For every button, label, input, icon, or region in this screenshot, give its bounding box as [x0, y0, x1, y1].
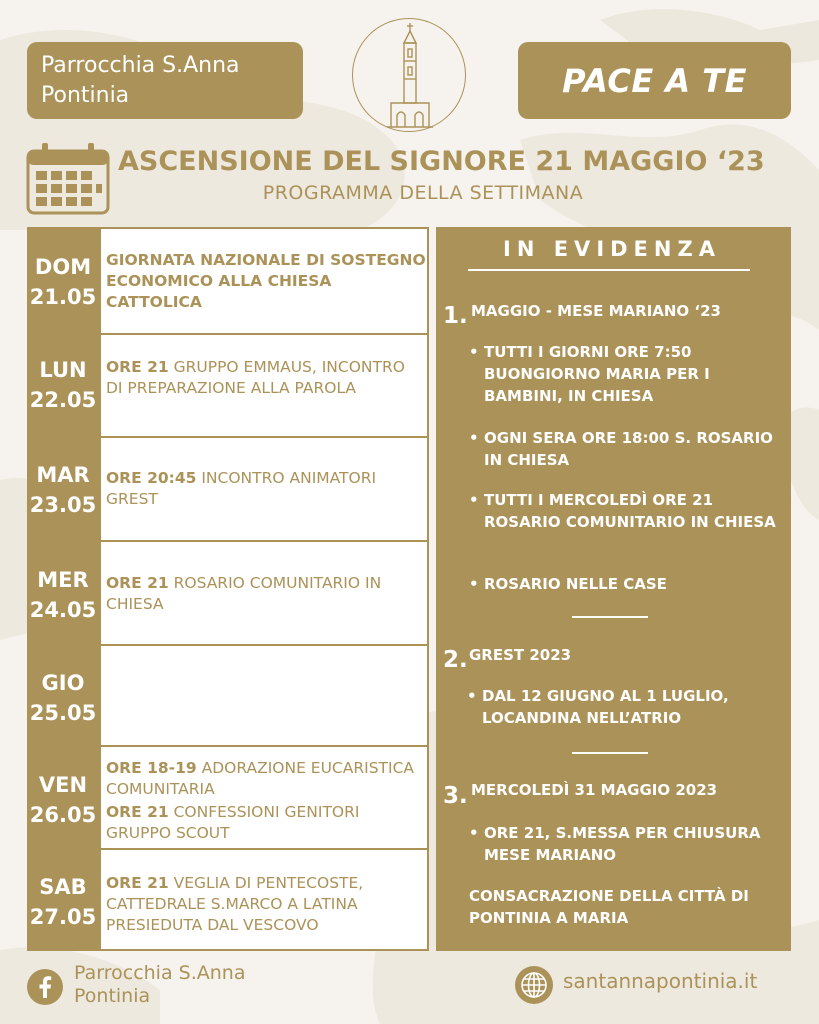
event-text: ADORAZIONE EUCARISTICA COMUNITARIA — [106, 759, 414, 798]
parish-name-line1: Parrocchia S.Anna — [41, 53, 240, 78]
facebook-name-line1: Parrocchia S.Anna — [74, 962, 246, 984]
church-logo-icon — [353, 19, 467, 133]
day-name: GIO — [41, 671, 85, 695]
highlight-bullet — [469, 822, 784, 866]
bullet-text: ROSARIO NELLE CASE — [484, 575, 667, 593]
day-name: MAR — [36, 463, 90, 487]
event-mar-1 — [106, 468, 426, 510]
bullet-text: TUTTI I MERCOLEDÌ ORE 21 ROSARIO COMUNITARIO IN CHIESA — [484, 491, 776, 531]
bullet-dot: • — [469, 575, 479, 593]
event-time: ORE 21 — [106, 358, 169, 376]
bullet-dot: • — [469, 343, 479, 361]
day-date: 27.05 — [29, 905, 97, 929]
day-name: MER — [37, 568, 89, 592]
church-logo — [352, 18, 466, 132]
event-ven-2 — [106, 802, 426, 844]
slogan-text: PACE A TE — [562, 61, 747, 100]
parish-name-line2: Pontinia — [41, 83, 130, 108]
bullet-text: DAL 12 GIUGNO AL 1 LUGLIO, LOCANDINA NELL’ATRIO — [482, 687, 729, 727]
day-name: LUN — [39, 358, 87, 382]
row-divider — [99, 745, 429, 747]
facebook-name-line2: Pontinia — [74, 985, 151, 1007]
row-divider — [99, 436, 429, 438]
event-time: ORE 20:45 — [106, 469, 197, 487]
highlight-bullet — [469, 341, 784, 407]
day-date: 26.05 — [29, 803, 97, 827]
section-heading: MERCOLEDÌ 31 MAGGIO 2023 — [471, 781, 718, 799]
day-label-gio — [27, 668, 99, 728]
event-text: CONFESSIONI GENITORI GRUPPO SCOUT — [106, 803, 360, 842]
event-text: ROSARIO COMUNITARIO IN CHIESA — [106, 574, 382, 613]
event-time: ORE 21 — [106, 874, 169, 892]
globe-icon — [514, 965, 554, 1005]
event-text: VEGLIA DI PENTECOSTE, CATTEDRALE S.MARCO A LATINA PRESIEDUTA DAL VESCOVO — [106, 874, 364, 934]
event-dom-1 — [106, 250, 426, 313]
event-time: ORE 21 — [106, 803, 169, 821]
bullet-text: TUTTI I GIORNI ORE 7:50 BUONGIORNO MARIA PER I BAMBINI, IN CHIESA — [484, 343, 710, 405]
event-mer-1 — [106, 573, 426, 615]
event-text: GRUPPO EMMAUS, INCONTRO DI PREPARAZIONE ALLA PAROLA — [106, 358, 405, 397]
page-title: ASCENSIONE DEL SIGNORE 21 MAGGIO ‘23 — [118, 146, 765, 177]
day-label-lun — [27, 355, 99, 415]
facebook-page-name[interactable] — [74, 962, 245, 1008]
highlight-bullet — [467, 685, 782, 729]
day-date: 23.05 — [29, 493, 97, 517]
event-time: ORE 18-19 — [106, 759, 197, 777]
calendar-icon — [26, 143, 110, 215]
day-name: VEN — [38, 773, 88, 797]
event-text: GIORNATA NAZIONALE DI SOSTEGNO ECONOMICO ALLA CHIESA CATTOLICA — [106, 251, 426, 311]
parish-name-box — [27, 42, 303, 119]
event-lun-1 — [106, 357, 426, 399]
bullet-dot: • — [467, 687, 477, 705]
bullet-dot: • — [469, 491, 479, 509]
highlights-title-underline — [468, 269, 750, 271]
day-label-mar — [27, 460, 99, 520]
day-date: 21.05 — [29, 285, 97, 309]
highlights-title: IN EVIDENZA — [503, 237, 721, 261]
day-label-ven — [27, 770, 99, 830]
row-divider — [99, 333, 429, 335]
website-link[interactable]: santannapontinia.it — [563, 969, 758, 993]
highlight-bullet — [469, 489, 784, 533]
row-divider — [99, 540, 429, 542]
section-heading: MAGGIO - MESE MARIANO ‘23 — [471, 302, 721, 320]
day-label-dom — [27, 252, 99, 312]
page-subtitle: PROGRAMMA DELLA SETTIMANA — [262, 182, 584, 204]
day-date: 22.05 — [29, 388, 97, 412]
section-divider — [572, 752, 648, 754]
day-name: DOM — [34, 255, 92, 279]
bullet-dot: • — [469, 429, 479, 447]
event-ven-1 — [106, 758, 426, 800]
section-heading: GREST 2023 — [469, 646, 572, 664]
bullet-text: ORE 21, S.MESSA PER CHIUSURA MESE MARIANO — [484, 824, 761, 864]
section-divider — [572, 616, 648, 618]
day-label-mer — [27, 565, 99, 625]
bullet-text: OGNI SERA ORE 18:00 S. ROSARIO IN CHIESA — [484, 429, 773, 469]
section-number: 2. — [443, 647, 468, 673]
day-label-sab — [27, 872, 99, 932]
highlight-bullet — [469, 573, 784, 595]
event-text: INCONTRO ANIMATORI GREST — [106, 469, 377, 508]
slogan-box — [518, 42, 791, 119]
day-date: 25.05 — [29, 701, 97, 725]
facebook-icon[interactable] — [26, 968, 64, 1006]
bullet-dot: • — [469, 824, 479, 842]
event-sab-1 — [106, 873, 426, 936]
section-number: 1. — [443, 303, 468, 329]
section-note: CONSACRAZIONE DELLA CITTÀ DI PONTINIA A MARIA — [469, 887, 749, 927]
day-date: 24.05 — [29, 598, 97, 622]
day-name: SAB — [39, 875, 87, 899]
highlight-bullet — [469, 427, 784, 471]
row-divider — [99, 644, 429, 646]
event-time: ORE 21 — [106, 574, 169, 592]
row-divider — [99, 848, 429, 850]
section-number: 3. — [443, 783, 468, 809]
